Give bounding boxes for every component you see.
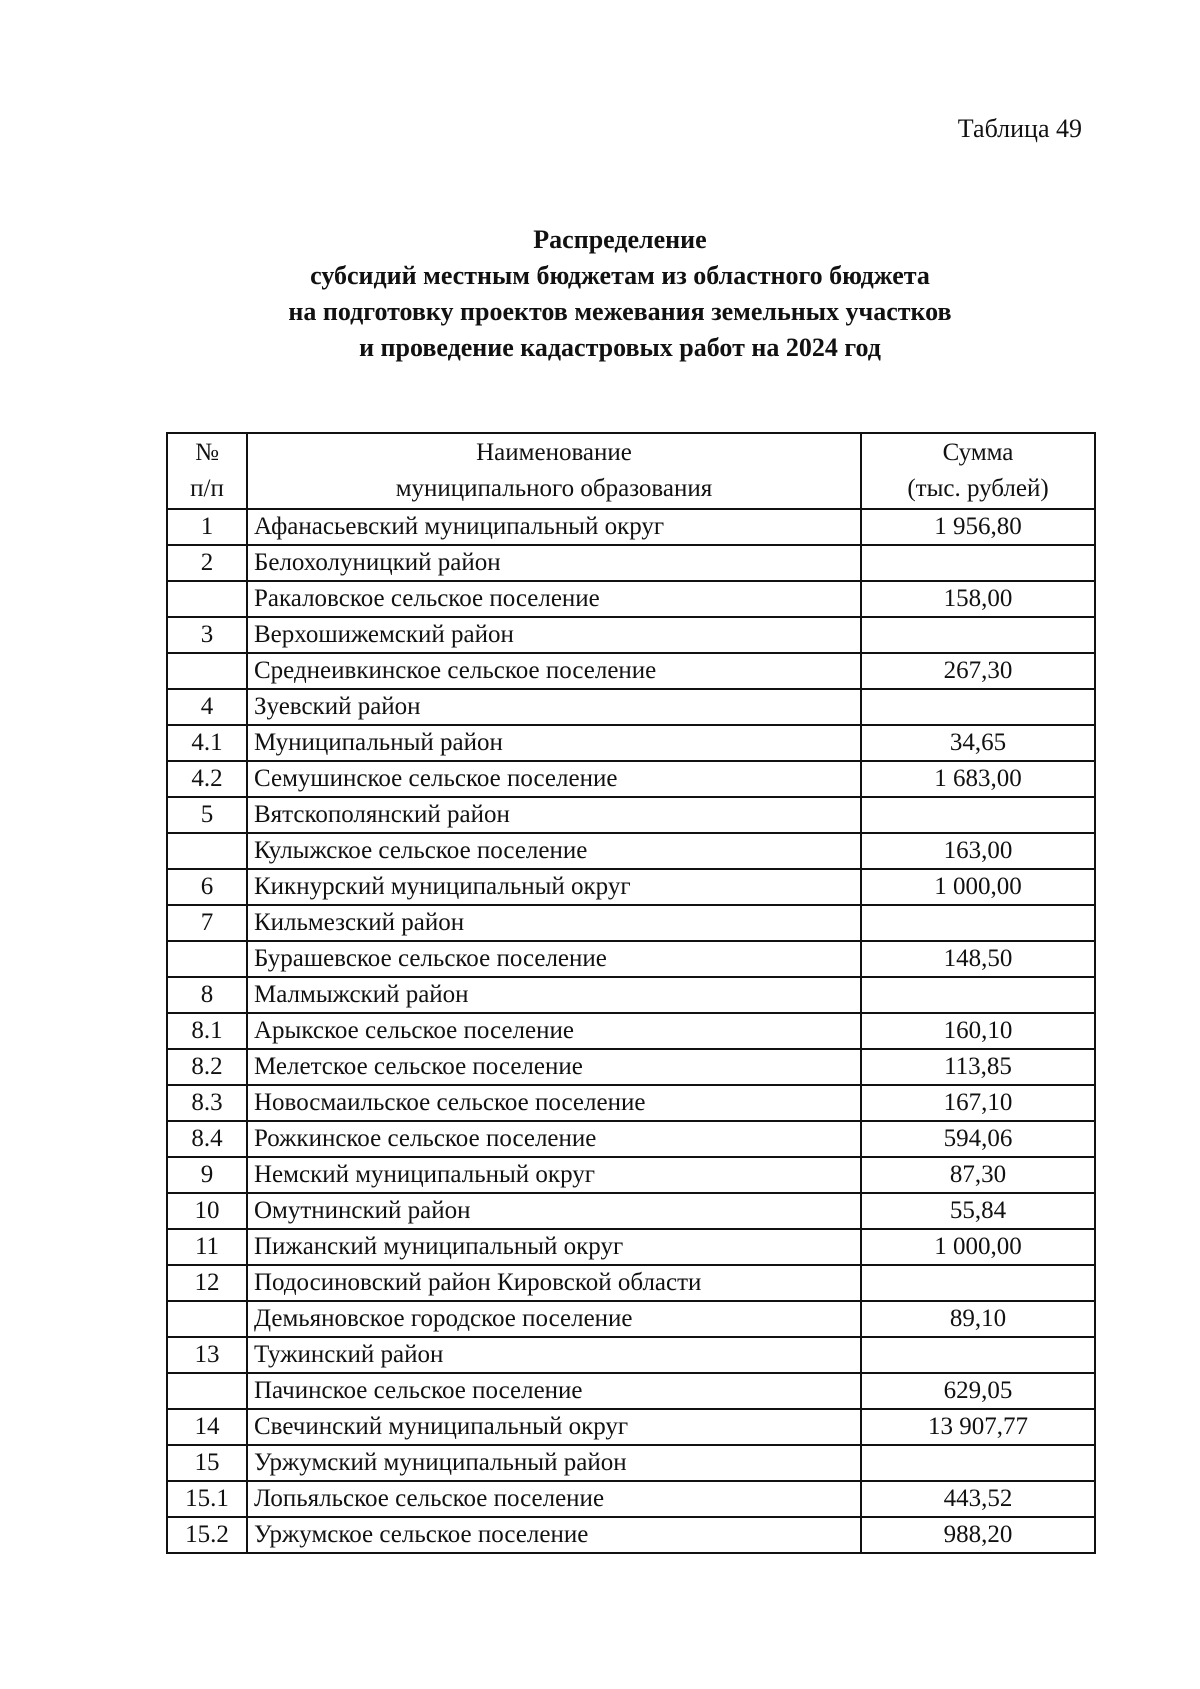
header-name-line: Наименование	[476, 439, 632, 466]
row-number	[167, 1301, 247, 1337]
municipality-name: Семушинское сельское поселение	[247, 761, 861, 797]
header-name-line: муниципального образования	[395, 475, 713, 502]
row-number: 12	[167, 1265, 247, 1301]
subsidy-amount	[861, 797, 1095, 833]
table-row	[167, 797, 1095, 833]
table-row	[167, 617, 1095, 653]
subsidy-amount: 594,06	[861, 1121, 1095, 1157]
municipality-name: Лопьяльское сельское поселение	[247, 1481, 861, 1517]
row-number: 3	[167, 617, 247, 653]
municipality-name: Зуевский район	[247, 689, 861, 725]
header-amount	[861, 433, 1095, 509]
table-row	[167, 653, 1095, 689]
municipality-name: Новосмаильское сельское поселение	[247, 1085, 861, 1121]
municipality-name: Арыкское сельское поселение	[247, 1013, 861, 1049]
row-number: 15.2	[167, 1517, 247, 1553]
row-number: 7	[167, 905, 247, 941]
table-row	[167, 1265, 1095, 1301]
table-row	[167, 1517, 1095, 1553]
municipality-name: Немский муниципальный округ	[247, 1157, 861, 1193]
row-number: 10	[167, 1193, 247, 1229]
subsidy-amount: 160,10	[861, 1013, 1095, 1049]
subsidy-amount	[861, 617, 1095, 653]
table-row	[167, 833, 1095, 869]
table-row	[167, 761, 1095, 797]
municipality-name: Демьяновское городское поселение	[247, 1301, 861, 1337]
subsidy-amount	[861, 1445, 1095, 1481]
municipality-name: Подосиновский район Кировской области	[247, 1265, 861, 1301]
subsidy-amount: 1 956,80	[861, 509, 1095, 545]
header-number	[167, 433, 247, 509]
municipality-name: Верхошижемский район	[247, 617, 861, 653]
row-number: 4.1	[167, 725, 247, 761]
row-number	[167, 833, 247, 869]
table-row	[167, 1445, 1095, 1481]
subsidy-amount: 988,20	[861, 1517, 1095, 1553]
table-number-label: Таблица 49	[957, 114, 1082, 143]
subsidy-amount	[861, 689, 1095, 725]
row-number	[167, 581, 247, 617]
header-name	[247, 433, 861, 509]
row-number: 1	[167, 509, 247, 545]
subsidy-amount: 158,00	[861, 581, 1095, 617]
row-number: 13	[167, 1337, 247, 1373]
row-number	[167, 1373, 247, 1409]
municipality-name: Кулыжское сельское поселение	[247, 833, 861, 869]
subsidy-amount: 167,10	[861, 1085, 1095, 1121]
subsidy-amount: 1 683,00	[861, 761, 1095, 797]
row-number: 5	[167, 797, 247, 833]
subsidy-amount	[861, 545, 1095, 581]
table-row	[167, 1337, 1095, 1373]
title-line: субсидий местным бюджетам из областного бюджета	[310, 261, 930, 290]
municipality-name: Пачинское сельское поселение	[247, 1373, 861, 1409]
row-number: 9	[167, 1157, 247, 1193]
table-row	[167, 869, 1095, 905]
subsidy-amount: 87,30	[861, 1157, 1095, 1193]
subsidy-amount: 13 907,77	[861, 1409, 1095, 1445]
subsidy-amount: 113,85	[861, 1049, 1095, 1085]
table-body	[167, 509, 1095, 1553]
table-row	[167, 1373, 1095, 1409]
subsidy-amount: 34,65	[861, 725, 1095, 761]
subsidy-amount: 163,00	[861, 833, 1095, 869]
row-number: 2	[167, 545, 247, 581]
title-line: Распределение	[533, 225, 707, 254]
municipality-name: Кильмезский район	[247, 905, 861, 941]
municipality-name: Уржумское сельское поселение	[247, 1517, 861, 1553]
table-header-row	[167, 433, 1095, 509]
subsidy-amount: 89,10	[861, 1301, 1095, 1337]
subsidy-table	[166, 432, 1096, 1554]
municipality-name: Тужинский район	[247, 1337, 861, 1373]
title-line: и проведение кадастровых работ на 2024 год	[359, 333, 881, 362]
header-number-line: п/п	[190, 475, 224, 502]
row-number: 8.2	[167, 1049, 247, 1085]
header-amount-line: (тыс. рублей)	[907, 475, 1049, 502]
subsidy-amount: 55,84	[861, 1193, 1095, 1229]
table-row	[167, 725, 1095, 761]
table-row	[167, 545, 1095, 581]
table-row	[167, 1409, 1095, 1445]
title-line: на подготовку проектов межевания земельных участков	[288, 297, 952, 326]
municipality-name: Мелетское сельское поселение	[247, 1049, 861, 1085]
row-number: 15	[167, 1445, 247, 1481]
table-row	[167, 941, 1095, 977]
row-number	[167, 941, 247, 977]
header-number-line: №	[195, 439, 219, 466]
subsidy-amount: 148,50	[861, 941, 1095, 977]
subsidy-amount: 267,30	[861, 653, 1095, 689]
municipality-name: Вятскополянский район	[247, 797, 861, 833]
row-number: 8	[167, 977, 247, 1013]
row-number: 15.1	[167, 1481, 247, 1517]
municipality-name: Пижанский муниципальный округ	[247, 1229, 861, 1265]
row-number: 14	[167, 1409, 247, 1445]
municipality-name: Бурашевское сельское поселение	[247, 941, 861, 977]
subsidy-amount	[861, 905, 1095, 941]
table-row	[167, 977, 1095, 1013]
table-row	[167, 1121, 1095, 1157]
table-row	[167, 509, 1095, 545]
subsidy-amount	[861, 1265, 1095, 1301]
municipality-name: Кикнурский муниципальный округ	[247, 869, 861, 905]
table-row	[167, 581, 1095, 617]
subsidy-amount: 443,52	[861, 1481, 1095, 1517]
municipality-name: Муниципальный район	[247, 725, 861, 761]
document-title	[160, 222, 1080, 366]
municipality-name: Свечинский муниципальный округ	[247, 1409, 861, 1445]
table-row	[167, 1013, 1095, 1049]
row-number: 8.4	[167, 1121, 247, 1157]
municipality-name: Рожкинское сельское поселение	[247, 1121, 861, 1157]
municipality-name: Омутнинский район	[247, 1193, 861, 1229]
row-number: 4.2	[167, 761, 247, 797]
municipality-name: Белохолуницкий район	[247, 545, 861, 581]
subsidy-amount	[861, 977, 1095, 1013]
subsidy-amount: 629,05	[861, 1373, 1095, 1409]
municipality-name: Уржумский муниципальный район	[247, 1445, 861, 1481]
table-row	[167, 1229, 1095, 1265]
table-row	[167, 689, 1095, 725]
table-row	[167, 1193, 1095, 1229]
municipality-name: Ракаловское сельское поселение	[247, 581, 861, 617]
subsidy-amount	[861, 1337, 1095, 1373]
row-number: 11	[167, 1229, 247, 1265]
header-amount-line: Сумма	[942, 439, 1014, 466]
table-row	[167, 1049, 1095, 1085]
row-number: 6	[167, 869, 247, 905]
row-number: 8.1	[167, 1013, 247, 1049]
table-row	[167, 1481, 1095, 1517]
row-number: 8.3	[167, 1085, 247, 1121]
subsidy-amount: 1 000,00	[861, 1229, 1095, 1265]
table-row	[167, 1085, 1095, 1121]
row-number: 4	[167, 689, 247, 725]
table-row	[167, 905, 1095, 941]
municipality-name: Среднеивкинское сельское поселение	[247, 653, 861, 689]
municipality-name: Афанасьевский муниципальный округ	[247, 509, 861, 545]
subsidy-amount: 1 000,00	[861, 869, 1095, 905]
municipality-name: Малмыжский район	[247, 977, 861, 1013]
table-row	[167, 1157, 1095, 1193]
table-row	[167, 1301, 1095, 1337]
row-number	[167, 653, 247, 689]
